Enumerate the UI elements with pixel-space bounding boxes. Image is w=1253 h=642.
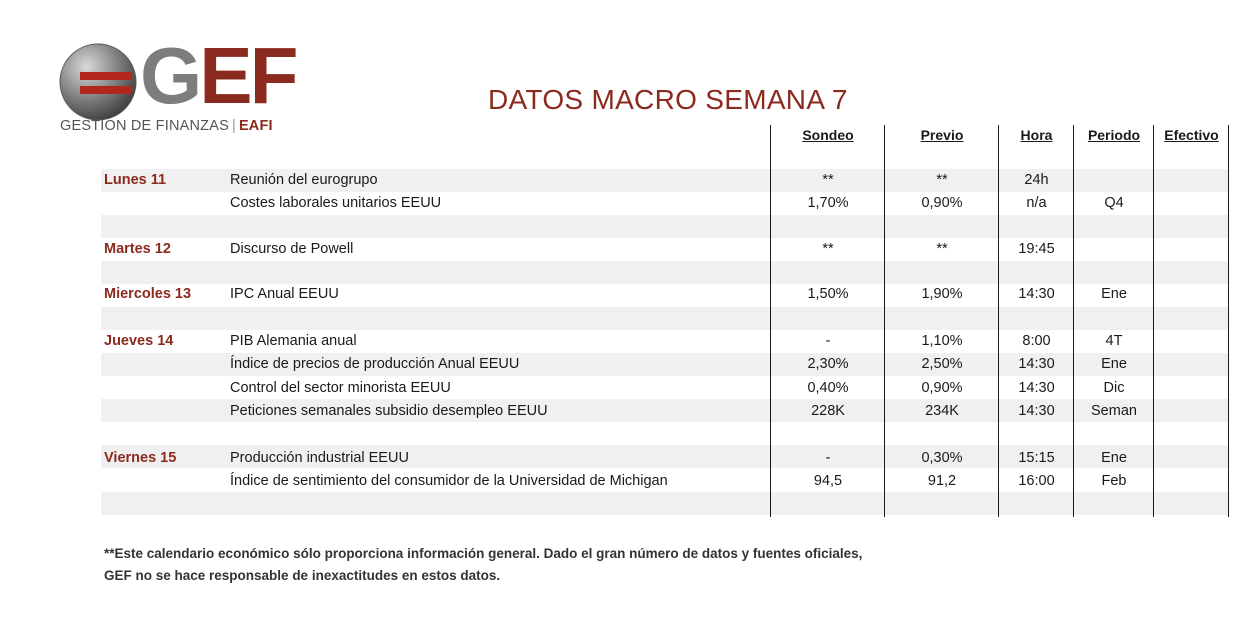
previo-value: 1,90% bbox=[921, 286, 963, 302]
previo-value: 0,30% bbox=[921, 450, 963, 466]
gef-wordmark: GEF bbox=[140, 31, 296, 120]
event-name: Discurso de Powell bbox=[230, 241, 354, 257]
table-row bbox=[101, 400, 1229, 423]
previo-value: ** bbox=[936, 241, 948, 257]
header-previo: Previo bbox=[920, 127, 964, 143]
macro-calendar-table bbox=[101, 125, 1229, 517]
periodo-value: Seman bbox=[1091, 403, 1137, 419]
event-name: Peticiones semanales subsidio desempleo EEUU bbox=[230, 403, 548, 419]
hora-value: 8:00 bbox=[1022, 333, 1051, 349]
hora-value: 14:30 bbox=[1018, 380, 1055, 396]
row-stripe bbox=[101, 492, 1229, 515]
row-stripe bbox=[101, 307, 1229, 330]
periodo-value: Q4 bbox=[1104, 195, 1124, 211]
event-name: Control del sector minorista EEUU bbox=[230, 380, 451, 396]
sondeo-value: 94,5 bbox=[813, 473, 843, 489]
hora-value: 15:15 bbox=[1018, 450, 1055, 466]
day-label: Jueves 14 bbox=[104, 333, 174, 349]
periodo-value: Ene bbox=[1101, 450, 1127, 466]
periodo-value: Ene bbox=[1101, 286, 1127, 302]
event-name: Índice de sentimiento del consumidor de la Universidad de Michigan bbox=[230, 473, 668, 489]
sondeo-value: - bbox=[825, 333, 831, 349]
header-sondeo: Sondeo bbox=[802, 127, 854, 143]
table-row bbox=[101, 447, 1229, 470]
sondeo-value: ** bbox=[822, 241, 834, 257]
table-row bbox=[101, 283, 1229, 306]
previo-value: 1,10% bbox=[921, 333, 963, 349]
sondeo-value: 1,70% bbox=[807, 195, 849, 211]
header-efectivo: Efectivo bbox=[1164, 127, 1219, 143]
sondeo-value: 0,40% bbox=[807, 380, 849, 396]
gef-globe-icon bbox=[58, 42, 138, 122]
previo-value: 0,90% bbox=[921, 380, 963, 396]
disclaimer-line: **Este calendario económico sólo proporciona información general. Dado el gran número de datos y fuentes oficiales, bbox=[104, 546, 863, 561]
header-hora: Hora bbox=[1020, 127, 1053, 143]
event-name: IPC Anual EEUU bbox=[230, 286, 339, 302]
previo-value: 2,50% bbox=[921, 356, 963, 372]
hora-value: 14:30 bbox=[1018, 403, 1055, 419]
logo-subtitle: GESTIÓN DE FINANZAS | EAFI bbox=[60, 118, 273, 134]
row-stripe bbox=[101, 261, 1229, 284]
event-name: Producción industrial EEUU bbox=[230, 450, 409, 466]
day-label: Martes 12 bbox=[104, 241, 171, 257]
hora-value: 19:45 bbox=[1018, 241, 1055, 257]
table-row bbox=[101, 192, 1229, 215]
table-row bbox=[101, 238, 1229, 261]
previo-value: 0,90% bbox=[921, 195, 963, 211]
table-row bbox=[101, 377, 1229, 400]
event-name: Índice de precios de producción Anual EEUU bbox=[230, 356, 520, 372]
hora-value: 14:30 bbox=[1018, 356, 1055, 372]
sondeo-value: 1,50% bbox=[807, 286, 849, 302]
periodo-value: Feb bbox=[1101, 473, 1127, 489]
table-row bbox=[101, 353, 1229, 376]
day-label: Lunes 11 bbox=[104, 172, 167, 188]
event-name: Costes laborales unitarios EEUU bbox=[230, 195, 442, 211]
previo-value: 234K bbox=[925, 403, 959, 419]
previo-value: ** bbox=[936, 172, 948, 188]
periodo-value: Ene bbox=[1101, 356, 1127, 372]
hora-value: 16:00 bbox=[1018, 473, 1055, 489]
periodo-value: Dic bbox=[1103, 380, 1125, 396]
periodo-value: 4T bbox=[1105, 333, 1123, 349]
table-row bbox=[101, 330, 1229, 353]
sondeo-value: ** bbox=[822, 172, 834, 188]
sondeo-value: - bbox=[825, 450, 831, 466]
page-title: DATOS MACRO SEMANA 7 bbox=[488, 84, 848, 115]
event-name: Reunión del eurogrupo bbox=[230, 172, 378, 188]
table-row bbox=[101, 470, 1229, 493]
row-stripe bbox=[101, 215, 1229, 238]
day-label: Miercoles 13 bbox=[104, 286, 192, 302]
hora-value: 24h bbox=[1024, 172, 1049, 188]
previo-value: 91,2 bbox=[927, 473, 957, 489]
event-name: PIB Alemania anual bbox=[230, 333, 357, 349]
sondeo-value: 228K bbox=[811, 403, 845, 419]
table-row bbox=[101, 169, 1229, 192]
hora-value: n/a bbox=[1026, 195, 1047, 211]
header-periodo: Periodo bbox=[1087, 127, 1141, 143]
disclaimer-line: GEF no se hace responsable de inexactitudes en estos datos. bbox=[104, 568, 501, 583]
sondeo-value: 2,30% bbox=[807, 356, 849, 372]
hora-value: 14:30 bbox=[1018, 286, 1055, 302]
disclaimer-note bbox=[104, 543, 862, 587]
day-label: Viernes 15 bbox=[104, 450, 177, 466]
